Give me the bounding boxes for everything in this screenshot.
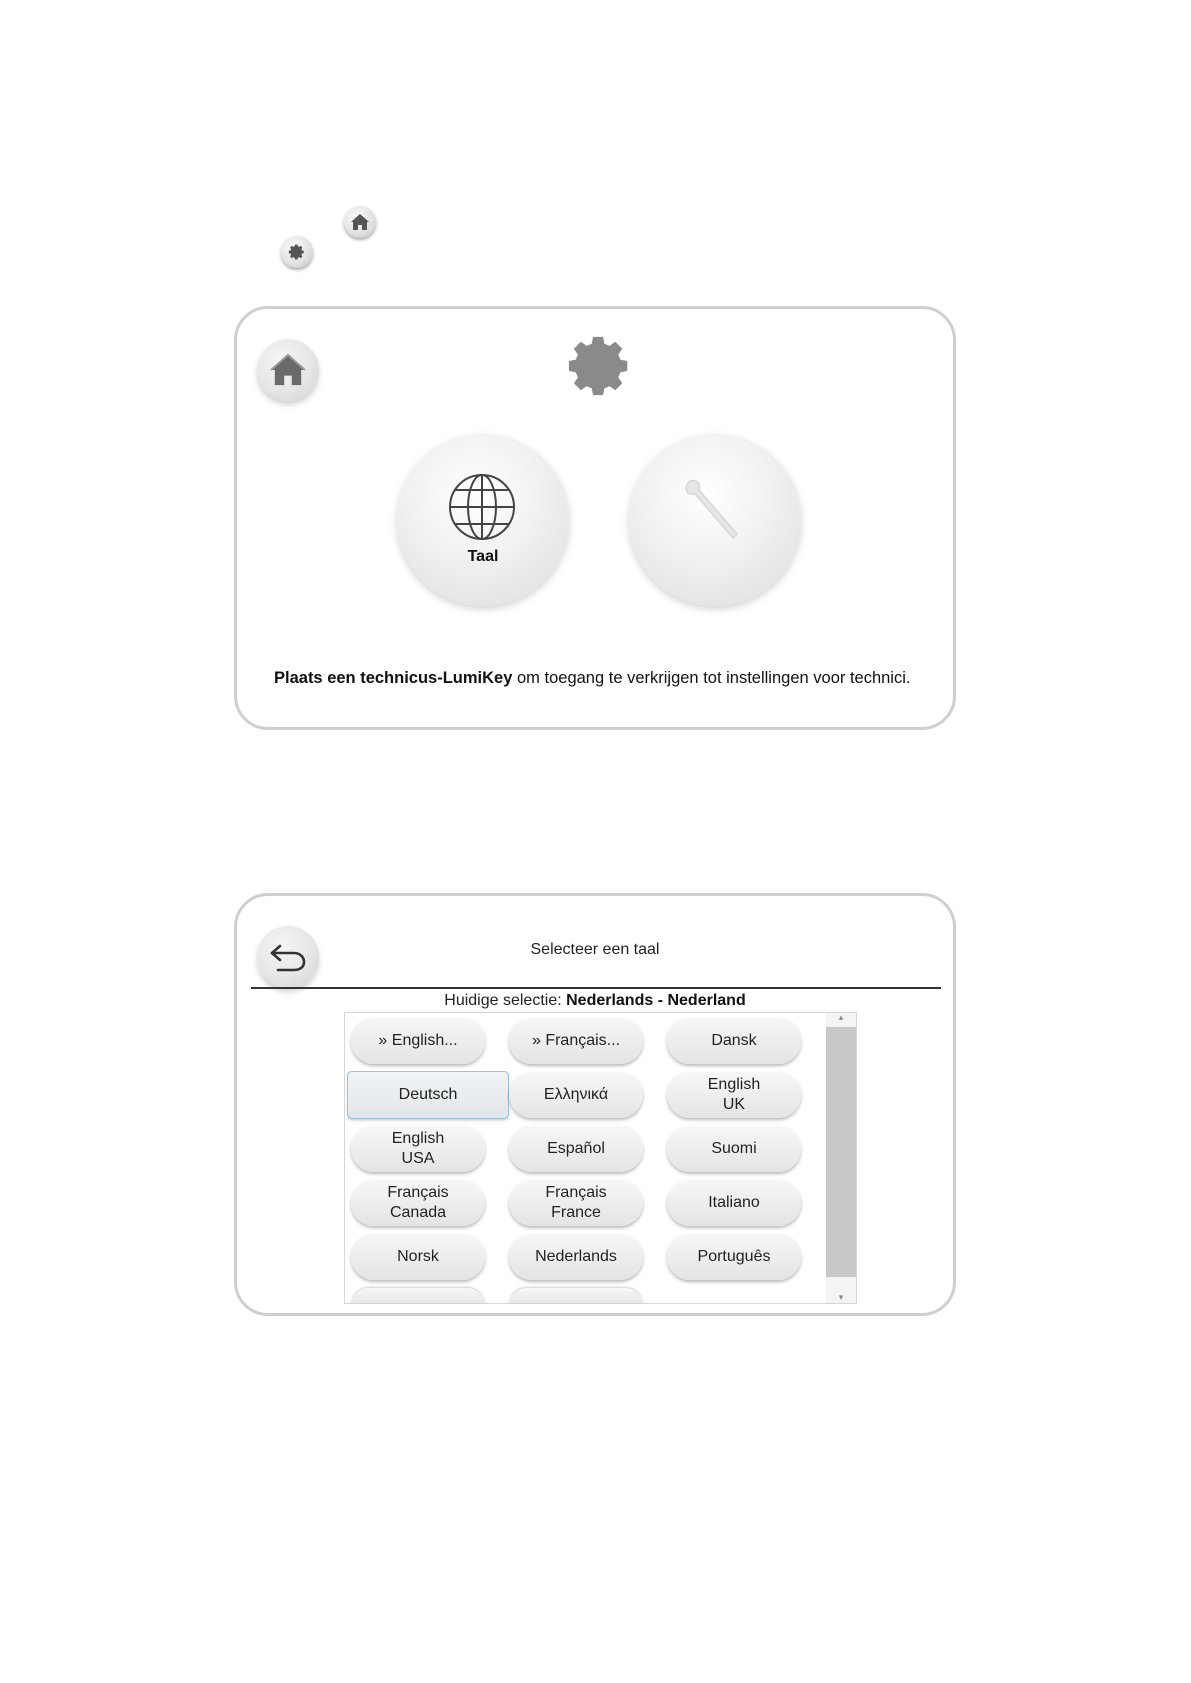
notice-text: om toegang te verkrijgen tot instellingen voor technici.	[512, 669, 911, 687]
gear-icon	[281, 236, 313, 268]
technician-button[interactable]	[629, 434, 801, 606]
language-option[interactable]: Italiano	[667, 1180, 801, 1226]
language-option[interactable]: Norsk	[351, 1234, 485, 1280]
language-list[interactable]	[344, 1012, 857, 1304]
gear-icon	[566, 331, 636, 401]
home-button[interactable]	[257, 339, 319, 401]
language-option[interactable]: Deutsch	[348, 1072, 508, 1118]
current-selection	[237, 992, 953, 1010]
home-icon	[344, 206, 376, 238]
language-option-partial[interactable]	[509, 1288, 643, 1304]
language-grid	[351, 1018, 801, 1304]
language-option-partial[interactable]	[351, 1288, 485, 1304]
language-button-label: Taal	[467, 548, 499, 565]
language-option[interactable]: Suomi	[667, 1126, 801, 1172]
language-option[interactable]: Español	[509, 1126, 643, 1172]
settings-screen	[234, 306, 956, 730]
language-option[interactable]: Français France	[509, 1180, 643, 1226]
language-option[interactable]: Nederlands	[509, 1234, 643, 1280]
language-screen	[234, 893, 956, 1316]
language-option[interactable]: English UK	[667, 1072, 801, 1118]
language-option[interactable]: Português	[667, 1234, 801, 1280]
scroll-down-arrow[interactable]: ▾	[838, 1293, 844, 1303]
globe-icon	[447, 472, 517, 542]
language-option[interactable]: English USA	[351, 1126, 485, 1172]
language-option[interactable]: Ελληνικά	[509, 1072, 643, 1118]
scroll-thumb[interactable]	[826, 1027, 856, 1277]
language-option[interactable]: » Français...	[509, 1018, 643, 1064]
screen-title: Selecteer een taal	[530, 941, 660, 958]
home-icon	[269, 353, 307, 387]
current-selection-label: Huidige selectie:	[444, 992, 567, 1009]
wrench-icon	[679, 472, 759, 552]
scrollbar[interactable]	[826, 1013, 856, 1303]
language-button[interactable]	[397, 434, 569, 606]
header-divider	[251, 987, 941, 989]
technician-notice	[274, 669, 910, 688]
notice-bold: Plaats een technicus-LumiKey	[274, 669, 513, 687]
language-option[interactable]: Dansk	[667, 1018, 801, 1064]
language-option[interactable]: Français Canada	[351, 1180, 485, 1226]
scroll-up-arrow[interactable]: ▴	[838, 1013, 844, 1023]
language-option[interactable]: » English...	[351, 1018, 485, 1064]
current-selection-value: Nederlands - Nederland	[566, 992, 746, 1009]
